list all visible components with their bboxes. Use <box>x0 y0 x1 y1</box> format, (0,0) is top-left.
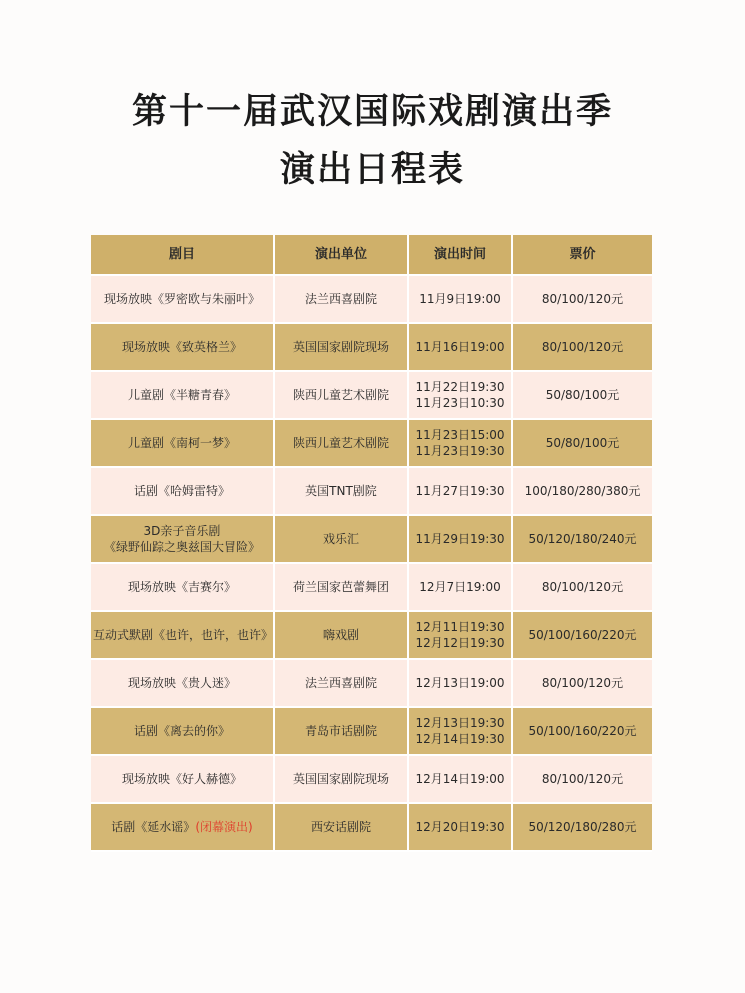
cell-price: 50/80/100元 <box>513 420 652 468</box>
cell-time <box>409 420 513 468</box>
cell-price: 50/80/100元 <box>513 372 652 420</box>
show-time: 11月23日15:00 <box>415 428 505 442</box>
cell-company: 英国TNT剧院 <box>275 468 409 516</box>
cell-company: 法兰西喜剧院 <box>275 660 409 708</box>
cell-price: 50/100/160/220元 <box>513 612 652 660</box>
table-row <box>91 468 652 516</box>
program-name: 互动式默剧《也许，也许，也许》 <box>93 628 274 642</box>
table-row <box>91 324 652 372</box>
cell-time <box>409 468 513 516</box>
show-time-2: 12月12日19:30 <box>415 636 505 650</box>
cell-price: 80/100/120元 <box>513 660 652 708</box>
program-name: 3D亲子音乐剧 <box>143 524 221 538</box>
cell-price: 100/180/280/380元 <box>513 468 652 516</box>
show-time: 11月16日19:00 <box>415 340 505 354</box>
header-price: 票价 <box>513 235 652 276</box>
cell-company: 青岛市话剧院 <box>275 708 409 756</box>
cell-company: 法兰西喜剧院 <box>275 276 409 324</box>
cell-program <box>91 804 275 852</box>
cell-company: 英国国家剧院现场 <box>275 756 409 804</box>
table-row <box>91 756 652 804</box>
cell-price: 50/120/180/240元 <box>513 516 652 564</box>
cell-program <box>91 468 275 516</box>
schedule-table <box>91 235 652 852</box>
cell-price: 50/120/180/280元 <box>513 804 652 852</box>
show-time: 11月29日19:30 <box>415 532 505 546</box>
header-time: 演出时间 <box>409 235 513 276</box>
table-row <box>91 564 652 612</box>
cell-price: 80/100/120元 <box>513 324 652 372</box>
cell-program <box>91 324 275 372</box>
cell-time <box>409 564 513 612</box>
cell-price: 50/100/160/220元 <box>513 708 652 756</box>
cell-company: 陕西儿童艺术剧院 <box>275 372 409 420</box>
program-name: 话剧《离去的你》 <box>133 724 230 738</box>
cell-price: 80/100/120元 <box>513 564 652 612</box>
table-row <box>91 276 652 324</box>
program-name: 现场放映《吉赛尔》 <box>127 580 236 594</box>
cell-program <box>91 276 275 324</box>
cell-company: 陕西儿童艺术剧院 <box>275 420 409 468</box>
table-row <box>91 516 652 564</box>
cell-time <box>409 276 513 324</box>
cell-program <box>91 612 275 660</box>
program-name: 现场放映《致英格兰》 <box>121 340 242 354</box>
table-row <box>91 372 652 420</box>
page-subtitle: 演出日程表 <box>279 149 465 190</box>
program-name: 话剧《延水谣》 <box>111 820 196 834</box>
cell-company: 英国国家剧院现场 <box>275 324 409 372</box>
table-row <box>91 612 652 660</box>
table-body <box>91 276 652 852</box>
cell-time <box>409 372 513 420</box>
table-row <box>91 660 652 708</box>
show-time: 12月13日19:00 <box>415 676 505 690</box>
program-name: 儿童剧《半糖青春》 <box>127 388 236 402</box>
cell-company: 西安话剧院 <box>275 804 409 852</box>
cell-program <box>91 372 275 420</box>
program-name: 话剧《哈姆雷特》 <box>133 484 230 498</box>
cell-time <box>409 324 513 372</box>
cell-program <box>91 420 275 468</box>
cell-program <box>91 564 275 612</box>
program-name-line2: 《绿野仙踪之奥兹国大冒险》 <box>103 540 260 554</box>
table-header-row <box>91 235 652 276</box>
table-row <box>91 420 652 468</box>
show-time: 11月9日19:00 <box>419 292 501 306</box>
page-title: 第十一届武汉国际戏剧演出季 <box>131 91 613 132</box>
cell-time <box>409 660 513 708</box>
cell-time <box>409 708 513 756</box>
cell-time <box>409 756 513 804</box>
cell-company: 荷兰国家芭蕾舞团 <box>275 564 409 612</box>
show-time: 12月11日19:30 <box>415 620 505 634</box>
table-row <box>91 708 652 756</box>
show-time-2: 11月23日10:30 <box>415 396 505 410</box>
show-time: 12月14日19:00 <box>415 772 505 786</box>
show-time: 11月27日19:30 <box>415 484 505 498</box>
cell-program <box>91 756 275 804</box>
cell-time <box>409 612 513 660</box>
show-time-2: 12月14日19:30 <box>415 732 505 746</box>
table-row <box>91 804 652 852</box>
cell-company: 戏乐汇 <box>275 516 409 564</box>
header-company: 演出单位 <box>275 235 409 276</box>
cell-company: 嗨戏剧 <box>275 612 409 660</box>
program-note: (闭幕演出) <box>195 820 253 834</box>
cell-time <box>409 516 513 564</box>
show-time: 11月22日19:30 <box>415 380 505 394</box>
cell-price: 80/100/120元 <box>513 756 652 804</box>
show-time: 12月20日19:30 <box>415 820 505 834</box>
program-name: 儿童剧《南柯一梦》 <box>127 436 236 450</box>
cell-program <box>91 516 275 564</box>
show-time: 12月13日19:30 <box>415 716 505 730</box>
show-time-2: 11月23日19:30 <box>415 444 505 458</box>
program-name: 现场放映《罗密欧与朱丽叶》 <box>103 292 260 306</box>
cell-program <box>91 708 275 756</box>
cell-price: 80/100/120元 <box>513 276 652 324</box>
show-time: 12月7日19:00 <box>419 580 501 594</box>
header-program: 剧目 <box>91 235 275 276</box>
cell-time <box>409 804 513 852</box>
program-name: 现场放映《贵人迷》 <box>127 676 236 690</box>
cell-program <box>91 660 275 708</box>
program-name: 现场放映《好人赫德》 <box>121 772 242 786</box>
